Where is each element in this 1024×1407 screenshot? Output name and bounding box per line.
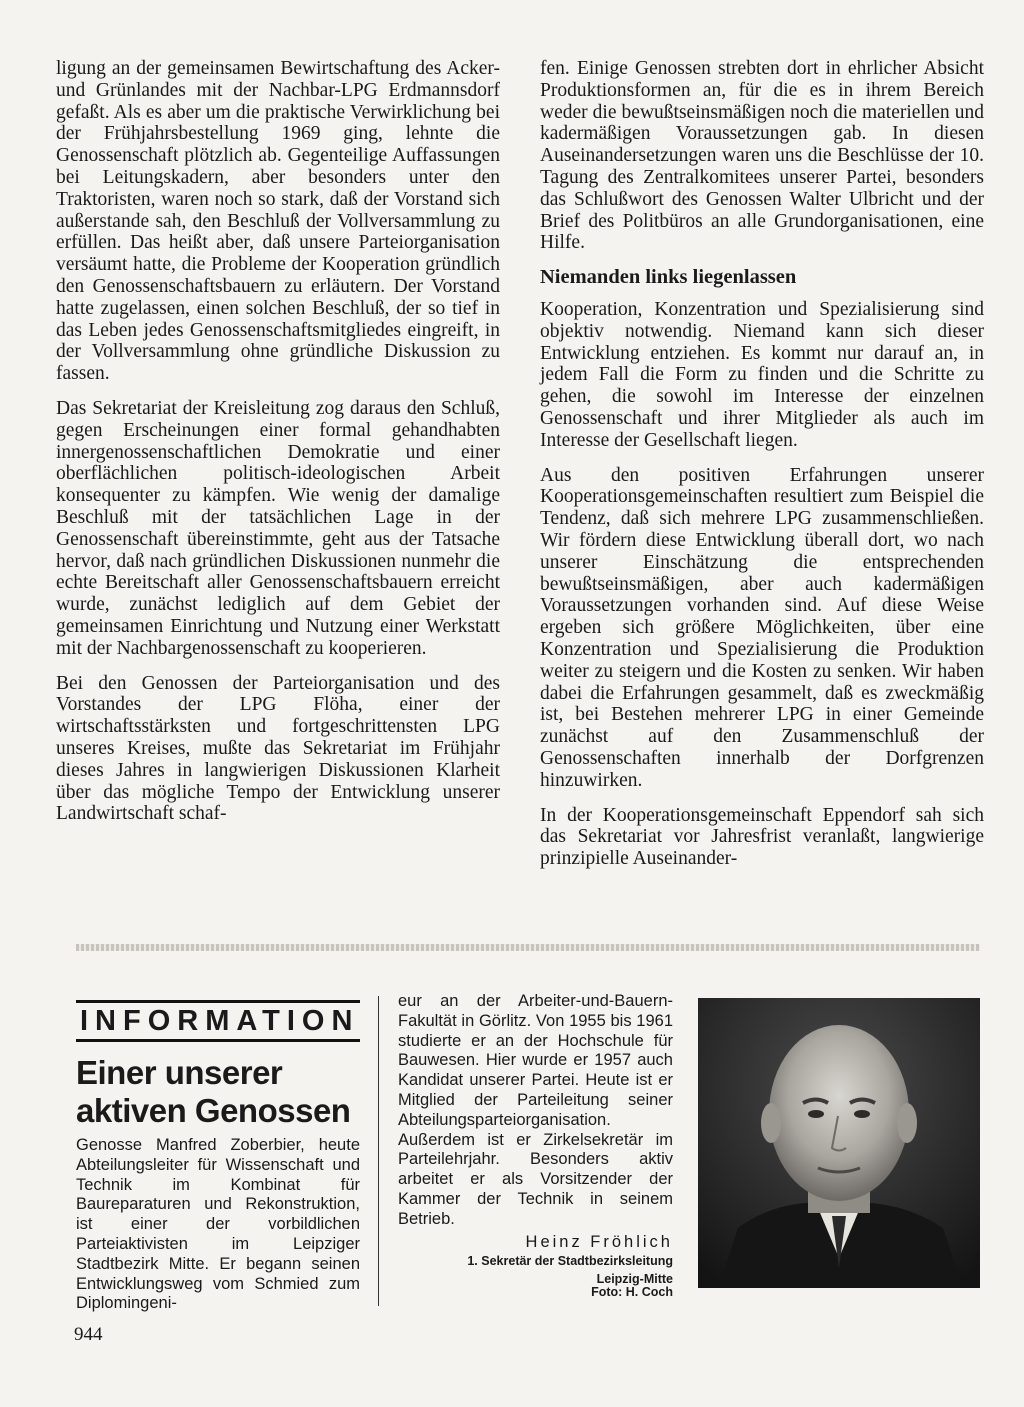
info-title-line: Einer unserer	[76, 1054, 283, 1091]
portrait-image	[698, 998, 980, 1288]
info-title	[76, 1054, 360, 1130]
info-box	[76, 1000, 360, 1314]
page-number: 944	[74, 1324, 103, 1345]
paragraph: Das Sekretariat der Kreisleitung zog daraus den Schluß, gegen Erscheinungen einer formal gehandhabten innergenossenschaftlichen Demokratie und einer oberflächlichen politisch-ideologischen Arbeit konsequenter zu kämpfen. Wie wenig der damalige Beschluß mit der tatsächlichen Lage in der Genossenschaft übereinstimmte, geht aus der Tatsache hervor, daß nach gründlichen Diskussionen nunmehr die echte Bereitschaft aller Genossenschaftsbauern erreicht wurde, zunächst lediglich auf dem Gebiet der gemeinsamen Einrichtung und Nutzung einer Werkstatt mit der Nachbargenossenschaft zu kooperieren.	[56, 397, 500, 659]
left-text-column	[56, 58, 500, 838]
section-divider	[76, 944, 980, 951]
author-role: 1. Sekretär der Stadtbezirksleitung	[467, 1253, 673, 1268]
right-text-column	[540, 58, 984, 883]
info-title-line: aktiven Genossen	[76, 1092, 351, 1129]
info-text: Genosse Manfred Zoberbier, heute Abteilungsleiter für Wissenschaft und Technik im Kombinat für Baureparaturen und Rekonstruktion, ist einer der vorbildlichen Parteiaktivisten im Leipziger Stadtbezirk Mitte. Er begann seinen Entwicklungsweg vom Schmied zum Diplomingeni-	[76, 1136, 360, 1313]
section-subheading: Niemanden links liegenlassen	[540, 266, 797, 289]
portrait-photo	[698, 998, 980, 1288]
photo-credit: Foto: H. Coch	[591, 1285, 673, 1299]
column-rule	[378, 996, 379, 1306]
paragraph: Aus den positiven Erfahrungen unserer Kooperationsgemeinschaften resultiert zum Beispiel die Tendenz, daß sich mehrere LPG zusammenschließen. Wir fördern diese Entwicklung überall dort, wo nach unserer Einschätzung die entsprechenden bewußtseinsmäßigen, aber auch kadermäßigen Voraussetzungen vorhanden sind. Auf diese Weise ergeben sich größere Möglichkeiten, über eine Konzentration und Spezialisierung die Produktion weiter zu steigern und die Kosten zu senken. Wir haben dabei die Erfahrungen gesammelt, daß es zweckmäßig ist, bei Bestehen mehrerer LPG in einer Gemeinde zunächst auf den Zusammenschluß der Genossenschaften innerhalb der Dorfgrenzen hinzuwirken.	[540, 464, 984, 791]
paragraph: Kooperation, Konzentration und Spezialisierung sind objektiv notwendig. Niemand kann sich dieser Entwicklung entziehen. Es kommt nur darauf an, in jedem Fall die Form zu finden und die Schritte zu gehen, die sowohl im Interesse der einzelnen Genossenschaft und ihrer Mitglieder als auch im Interesse der Gesellschaft liegen.	[540, 298, 984, 451]
paragraph: fen. Einige Genossen strebten dort in ehrlicher Absicht Produktionsformen an, für die es in ihrem Bereich weder die bewußtseinsmäßigen noch die materiellen und kadermäßigen Voraussetzungen gab. In diesen Auseinandersetzungen waren uns die Beschlüsse der 10. Tagung des Zentralkomitees unserer Partei, besonders das Schlußwort des Genossen Walter Ulbricht und der Brief des Politbüros an alle Grundorganisationen, eine Hilfe.	[540, 58, 984, 254]
paragraph: In der Kooperationsgemeinschaft Eppendorf sah sich das Sekretariat vor Jahresfrist veranlaßt, langwierige prinzipielle Auseinander-	[540, 804, 984, 870]
author-place: Leipzig-Mitte	[596, 1271, 673, 1286]
paragraph: Bei den Genossen der Parteiorganisation und des Vorstandes der LPG Flöha, einer der wirtschaftsstärksten und fortgeschrittensten LPG unseres Kreises, mußte das Sekretariat im Frühjahr dieses Jahres in langwierigen Diskussionen Klarheit über das mögliche Tempo der Entwicklung unserer Landwirtschaft schaf-	[56, 672, 500, 825]
info-text: eur an der Arbeiter-und-Bauern-Fakultät in Görlitz. Von 1955 bis 1961 studierte er an der Hochschule für Bauwesen. Hier wurde er 1957 auch Kandidat unserer Partei. Heute ist er Mitglied der Parteileitung seiner Abteilungsparteiorganisation. Außerdem ist er Zirkelsekretär im Parteilehrjahr. Besonders aktiv arbeitet er als Vorsitzender der Kammer der Technik in seinem Betrieb.	[398, 992, 673, 1228]
info-text-continued	[398, 992, 673, 1288]
info-label: INFORMATION	[76, 1000, 360, 1042]
paragraph: ligung an der gemeinsamen Bewirtschaftung des Acker- und Grünlandes mit der Nachbar-LPG Erdmannsdorf gefaßt. Als es aber um die praktische Verwirklichung bei der Frühjahrsbestellung 1969 ging, lehnte die Genossenschaft plötzlich ab. Gegenteilige Auffassungen bei Leitungskadern, aber besonders unter den Traktoristen, waren noch so stark, daß der Vorstand sich außerstande sah, den Beschluß der Vollversammlung zu erfüllen. Das heißt aber, daß unsere Parteiorganisation versäumt hatte, die Probleme der Kooperation gründlich den Genossenschaftsbauern zu erläutern. Der Vorstand hatte zugelassen, einen solchen Beschluß, der so tief in das Leben jedes Genossenschaftsmitgliedes eingreift, in der Vollversammlung ohne gründliche Diskussion zu fassen.	[56, 58, 500, 385]
author-signature: Heinz Fröhlich	[525, 1232, 673, 1251]
